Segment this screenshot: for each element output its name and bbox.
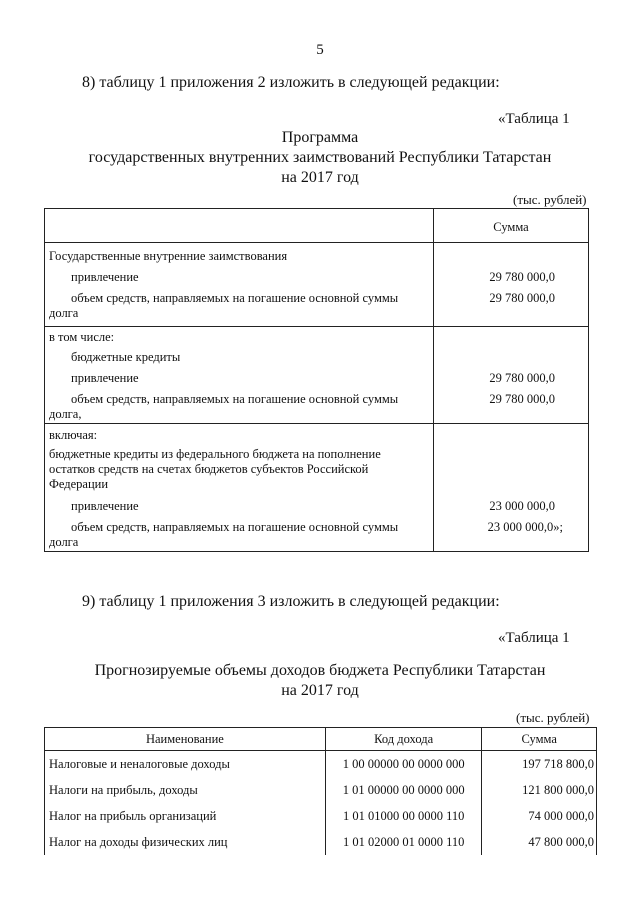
table-row-value: 23 000 000,0»; [487,520,563,534]
column-header-sum: Сумма [493,220,529,234]
income-name: Налог на доходы физических лиц [45,829,326,855]
revenue-title: Прогнозируемые объемы доходов бюджета Республики Татарстан [94,662,546,679]
revenue-table [44,727,597,855]
units-label-1: (тыс. рублей) [513,192,587,207]
income-code: 1 00 00000 00 0000 000 [325,751,482,778]
table-row-label: в том числе: [49,330,115,344]
item-8-text: 8) таблицу 1 приложения 2 изложить в следующей редакции: [82,74,500,91]
table-row [45,777,597,803]
income-sum: 121 800 000,0 [482,777,597,803]
table-row [45,829,597,855]
table-row-label: привлечение [71,270,139,284]
table-row-label: бюджетные кредиты [71,350,181,364]
program-year: на 2017 год [281,169,359,186]
table-row-label: объем средств, направляемых на погашение основной суммы долга [49,291,399,320]
income-code: 1 01 00000 00 0000 000 [325,777,482,803]
revenue-year: на 2017 год [281,682,359,699]
income-code: 1 01 02000 01 0000 110 [325,829,482,855]
table-row-label: привлечение [71,499,139,513]
income-sum: 197 718 800,0 [482,751,597,778]
table-row-label: бюджетные кредиты из федерального бюджета на пополнение остатков средств на счетах бюджетов субъектов Российской Федерации [49,447,381,491]
row-divider [45,423,588,424]
table-ref-1: «Таблица 1 [498,111,570,127]
income-code: 1 01 01000 00 0000 110 [325,803,482,829]
table-row-value: 29 780 000,0 [489,371,555,385]
income-sum: 47 800 000,0 [482,829,597,855]
table-row-value: 29 780 000,0 [489,270,555,284]
page-number: 5 [316,42,324,58]
borrowings-table [44,208,589,552]
column-divider [433,209,434,551]
row-divider [45,326,588,327]
table-header-row [45,728,597,751]
item-9-text: 9) таблицу 1 приложения 3 изложить в следующей редакции: [82,593,500,610]
income-name: Налог на прибыль организаций [45,803,326,829]
table-row [45,751,597,778]
units-label-2: (тыс. рублей) [516,710,590,725]
column-header-code: Код дохода [325,728,482,751]
income-name: Налоговые и неналоговые доходы [45,751,326,778]
income-sum: 74 000 000,0 [482,803,597,829]
program-subtitle: государственных внутренних заимствований Республики Татарстан [88,149,552,166]
table-row-value: 23 000 000,0 [489,499,555,513]
table-row-label: привлечение [71,371,139,385]
table-row [45,803,597,829]
income-name: Налоги на прибыль, доходы [45,777,326,803]
header-divider [45,242,588,243]
table-ref-2: «Таблица 1 [498,630,570,646]
program-title: Программа [281,129,359,146]
column-header-name: Наименование [45,728,326,751]
table-row-label: объем средств, направляемых на погашение основной суммы долга, [49,392,399,421]
table-row-label: включая: [49,428,98,442]
table-row-value: 29 780 000,0 [489,291,555,305]
table-row-label: объем средств, направляемых на погашение основной суммы долга [49,520,399,549]
table-row-value: 29 780 000,0 [489,392,555,406]
table-row-label: Государственные внутренние заимствования [49,249,288,263]
column-header-sum: Сумма [482,728,597,751]
